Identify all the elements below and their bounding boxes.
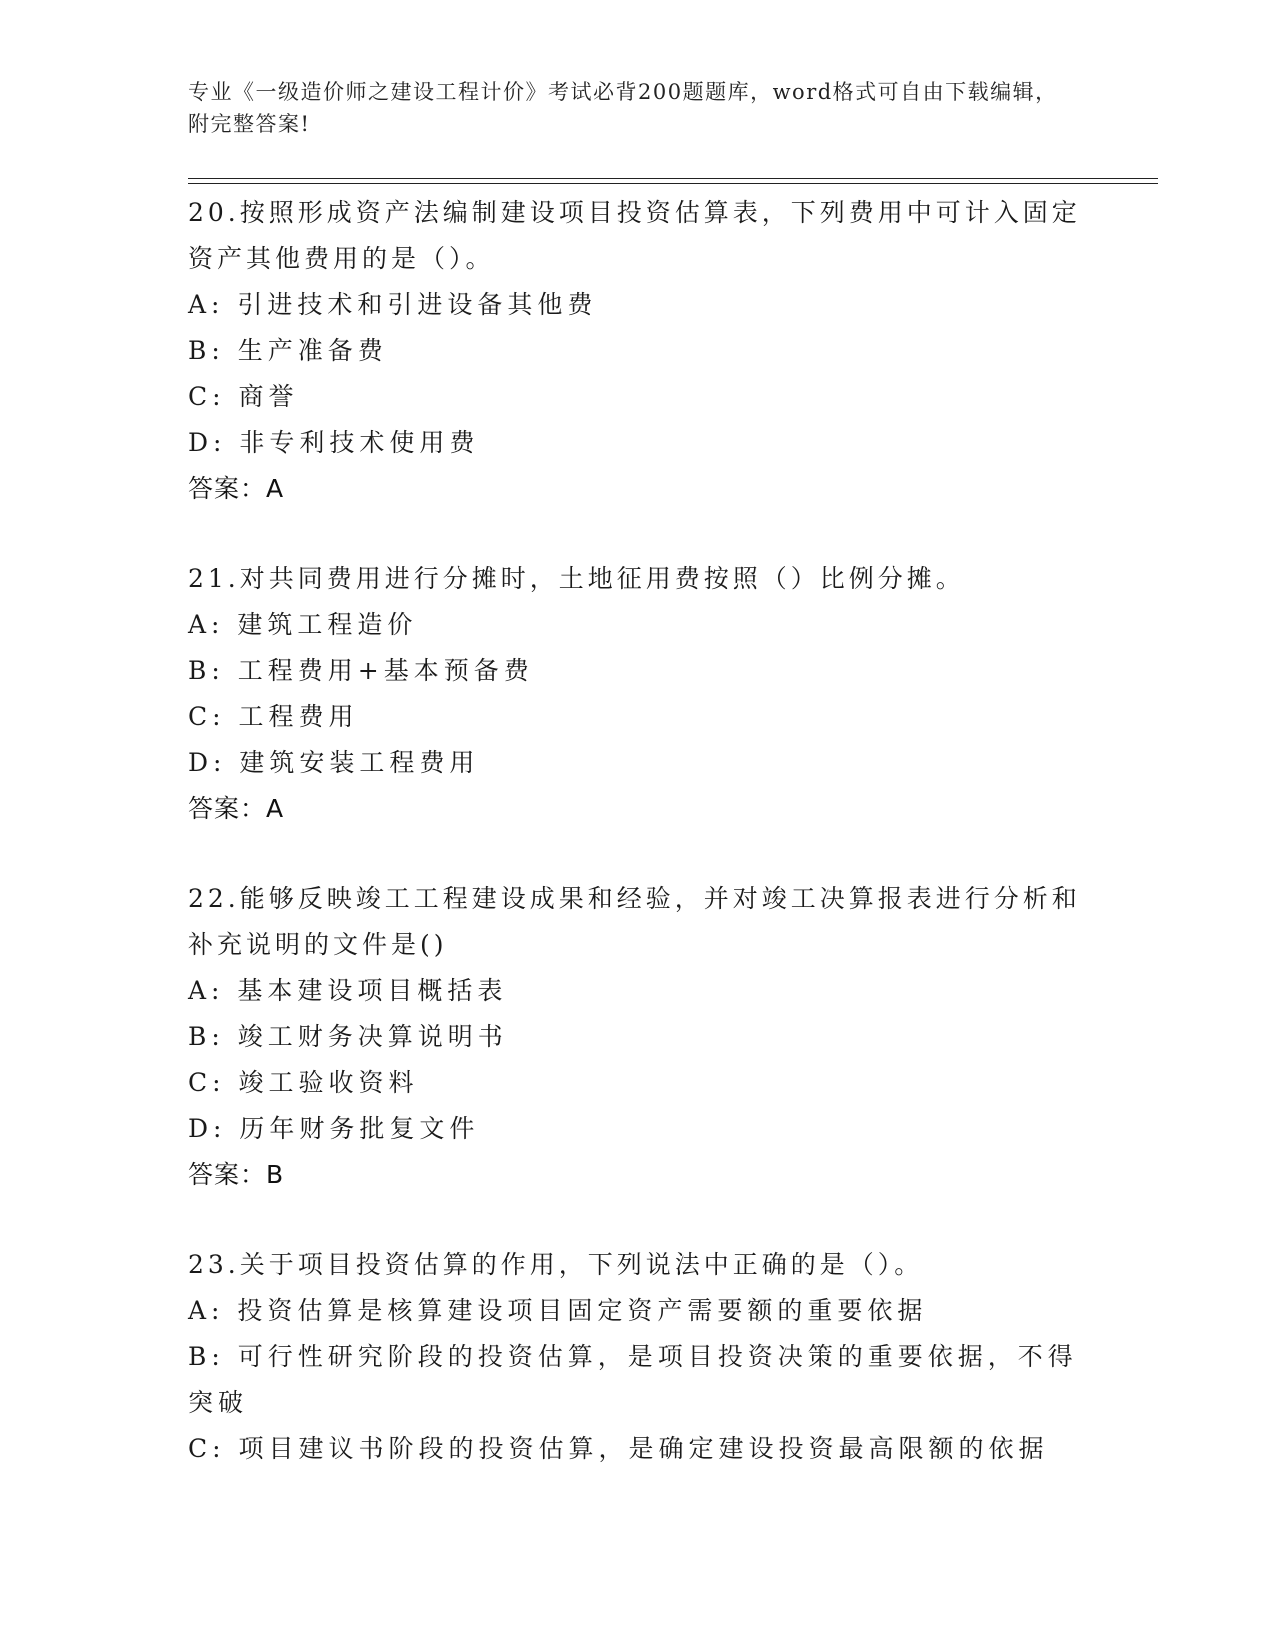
option-c: C: 工程费用 <box>188 702 359 731</box>
option-a: A: 引进技术和引进设备其他费 <box>188 290 598 319</box>
option-b: B: 竣工财务决算说明书 <box>188 1022 508 1051</box>
option-a: A: 投资估算是核算建设项目固定资产需要额的重要依据 <box>188 1296 928 1325</box>
question-21 <box>188 556 1088 832</box>
answer-line: 答案：A <box>188 474 285 503</box>
option-a: A: 建筑工程造价 <box>188 610 418 639</box>
question-22 <box>188 876 1088 1198</box>
question-20 <box>188 190 1088 512</box>
option-c: C: 商誉 <box>188 382 299 411</box>
option-d: D: 历年财务批复文件 <box>188 1114 480 1143</box>
option-a: A: 基本建设项目概括表 <box>188 976 508 1005</box>
document-header: 专业《一级造价师之建设工程计价》考试必背200题题库，word格式可自由下载编辑，附完整答案! <box>188 80 1058 136</box>
question-stem: 23.关于项目投资估算的作用，下列说法中正确的是（）。 <box>188 1250 924 1279</box>
answer-line: 答案：B <box>188 1160 285 1189</box>
option-b: B: 可行性研究阶段的投资估算，是项目投资决策的重要依据，不得突破 <box>188 1342 1078 1417</box>
option-c: C: 项目建议书阶段的投资估算，是确定建设投资最高限额的依据 <box>188 1434 1049 1463</box>
option-c: C: 竣工验收资料 <box>188 1068 419 1097</box>
option-b: B: 生产准备费 <box>188 336 388 365</box>
option-d: D: 建筑安装工程费用 <box>188 748 480 777</box>
question-list <box>188 190 1088 1516</box>
option-b: B: 工程费用+基本预备费 <box>188 656 534 685</box>
question-23 <box>188 1242 1088 1472</box>
option-d: D: 非专利技术使用费 <box>188 428 480 457</box>
question-stem: 21.对共同费用进行分摊时，土地征用费按照（）比例分摊。 <box>188 564 965 593</box>
header-rule-top <box>188 178 1158 179</box>
answer-line: 答案：A <box>188 794 285 823</box>
question-stem: 22.能够反映竣工工程建设成果和经验，并对竣工决算报表进行分析和补充说明的文件是() <box>188 884 1081 959</box>
question-stem: 20.按照形成资产法编制建设项目投资估算表，下列费用中可计入固定资产其他费用的是（）。 <box>188 198 1081 273</box>
header-rule-bottom <box>188 183 1158 184</box>
